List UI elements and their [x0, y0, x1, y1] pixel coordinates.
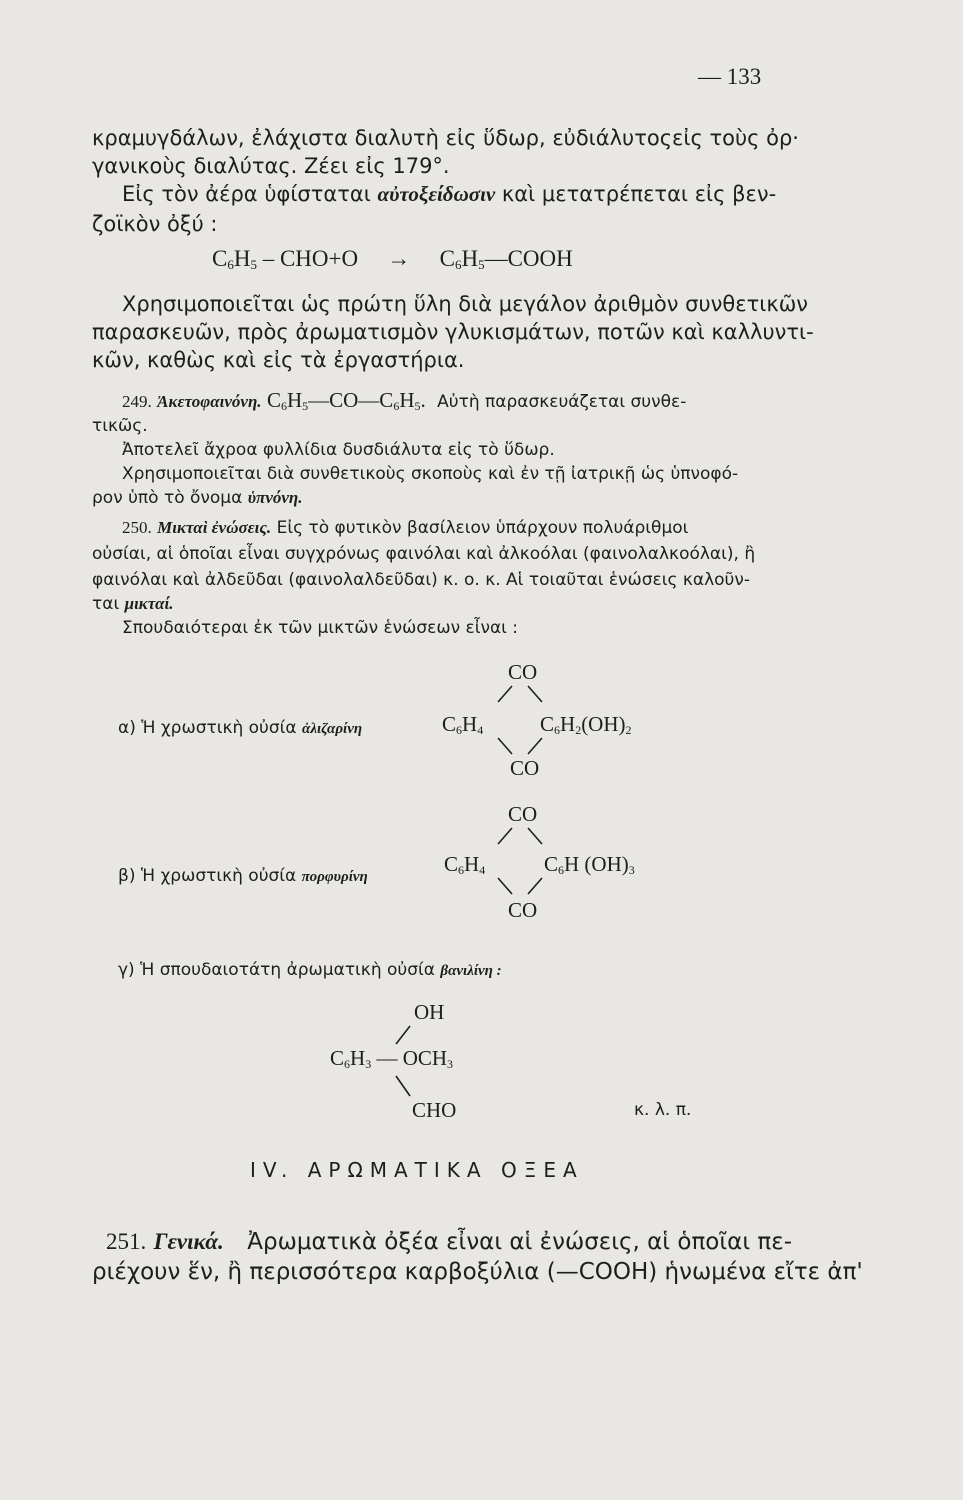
bond-line — [396, 1076, 410, 1096]
text-segment: καὶ μετατρέπεται εἰς βεν- — [495, 182, 777, 206]
text-line: Χρησιμοποιεῖται διὰ συνθετικοὺς σκοποὺς καὶ ἐν τῇ ἰατρικῇ ὡς ὑπνοφό- — [122, 464, 739, 484]
vanillin-cho: CHO — [412, 1098, 457, 1122]
emphasis-term: αὐτοξείδωσιν — [377, 182, 496, 206]
alizarin-left-ring: $C_6H_4$ — [442, 712, 484, 737]
text-line: Χρησιμοποιεῖται ὡς πρώτη ὕλη διὰ μεγάλον ἀριθμὸν συνθετικῶν — [122, 292, 809, 316]
text-segment: Εἰς τὸν ἀέρα ὑφίσταται — [122, 182, 378, 206]
benzaldehyde-oxidation-equation: $C_6H_5 - CHO+O$ → $C_6H_5—COOH$ — [212, 246, 573, 272]
alizarin-right-ring: $C_6H_2(OH)_2$ — [540, 712, 632, 737]
page-number: — 133 — [698, 64, 762, 89]
purpurin-bottom-co: CO — [508, 898, 538, 922]
emphasis-term: πορφυρίνη — [301, 869, 368, 885]
emphasis-term: μικταί. — [124, 594, 174, 613]
bond-line — [528, 738, 542, 754]
text-line: παρασκευῶν, πρὸς ἀρωματισμὸν γλυκισμάτων, ποτῶν καὶ καλλυντι- — [92, 320, 814, 344]
section-title: Γενικά. — [153, 1229, 224, 1254]
text-segment: γ) Ἡ σπουδαιοτάτη ἀρωματικὴ οὐσία — [118, 960, 441, 980]
text-segment: ται — [92, 594, 125, 614]
text-line: ριέχουν ἕν, ἢ περισσότερα καρβοξύλια (—COOH) ἡνωμένα εἴτε ἀπ' — [92, 1259, 863, 1285]
emphasis-term: ἀλιζαρίνη — [302, 721, 363, 737]
purpurin-top-co: CO — [508, 802, 538, 826]
text-line: κῶν, καθὼς καὶ εἰς τὰ ἐργαστήρια. — [92, 348, 465, 372]
emphasis-term: ὑπνόνη. — [247, 488, 303, 507]
section-title: Μικταὶ ἐνώσεις. — [157, 518, 272, 537]
alizarin-bottom-co: CO — [510, 756, 540, 780]
alizarin-top-co: CO — [508, 660, 538, 684]
text-segment: εἰς τοὺς ὀρ· — [672, 126, 799, 150]
text-line: Ἀποτελεῖ ἄχροα φυλλίδια δυσδιάλυτα εἰς τὸ ὕδωρ. — [122, 440, 555, 460]
text-segment: κραμυγδάλων, ἐλάχιστα διαλυτὴ εἰς ὕδωρ, εὐδιάλυτος — [92, 126, 673, 150]
text-line: οὐσίαι, αἱ ὁποῖαι εἶναι συγχρόνως φαινόλαι καὶ ἀλκοόλαι (φαινολαλκοόλαι), ἢ — [92, 544, 756, 564]
bond-line — [498, 738, 512, 754]
text-line: ζοϊκὸν ὀξύ : — [92, 212, 218, 236]
vanillin-core: $C_6H_3$ — $OCH_3$ — [330, 1046, 454, 1071]
text-segment: Εἰς τὸ φυτικὸν βασίλειον ὑπάρχουν πολυάριθμοι — [276, 518, 689, 538]
acetophenone-formula: $C_6H_5—CO—C_6H_5$. — [266, 388, 426, 413]
emphasis-term: βανιλίνη : — [440, 963, 502, 979]
section-number: 250. — [122, 518, 152, 537]
text-segment: ρον ὑπὸ τὸ ὄνομα — [92, 488, 248, 508]
section-number: 249. — [122, 392, 152, 411]
chapter-heading: IV. ΑΡΩΜΑΤΙΚΑ ΟΞΕΑ — [250, 1158, 584, 1182]
text-segment: α) Ἡ χρωστικὴ οὐσία — [118, 718, 303, 738]
section-number: 251. — [106, 1229, 147, 1254]
etc-abbreviation: κ. λ. π. — [634, 1100, 692, 1120]
bond-line — [498, 878, 512, 894]
text-line: Σπουδαιότεραι ἐκ τῶν μικτῶν ἑνώσεων εἶναι : — [122, 618, 519, 638]
text-line: φαινόλαι καὶ ἀλδεῦδαι (φαινολαλδεῦδαι) κ. ο. κ. Αἱ τοιαῦται ἑνώσεις καλοῦν- — [92, 570, 751, 590]
purpurin-right-ring: $C_6H$ $(OH)_3$ — [544, 852, 635, 877]
text-segment: Αὐτὴ παρασκευάζεται συνθε- — [437, 392, 687, 412]
purpurin-left-ring: $C_6H_4$ — [444, 852, 486, 877]
section-251-line — [106, 1228, 792, 1256]
bond-line — [528, 828, 542, 844]
bond-line — [498, 686, 512, 702]
text-segment: Ἀρωματικὰ ὀξέα εἶναι αἱ ἐνώσεις, αἱ ὁποῖαι πε- — [247, 1229, 792, 1255]
text-line: γανικοὺς διαλύτας. Ζέει εἰς 179°. — [92, 154, 450, 178]
text-segment: β) Ἡ χρωστικὴ οὐσία — [118, 866, 302, 886]
vanillin-oh: OH — [414, 1000, 445, 1024]
bond-line — [528, 878, 542, 894]
text-line: τικῶς. — [92, 416, 148, 436]
section-title: Ἀκετοφαινόνη. — [157, 392, 262, 411]
bond-line — [498, 828, 512, 844]
bond-line — [528, 686, 542, 702]
bond-line — [396, 1026, 410, 1044]
